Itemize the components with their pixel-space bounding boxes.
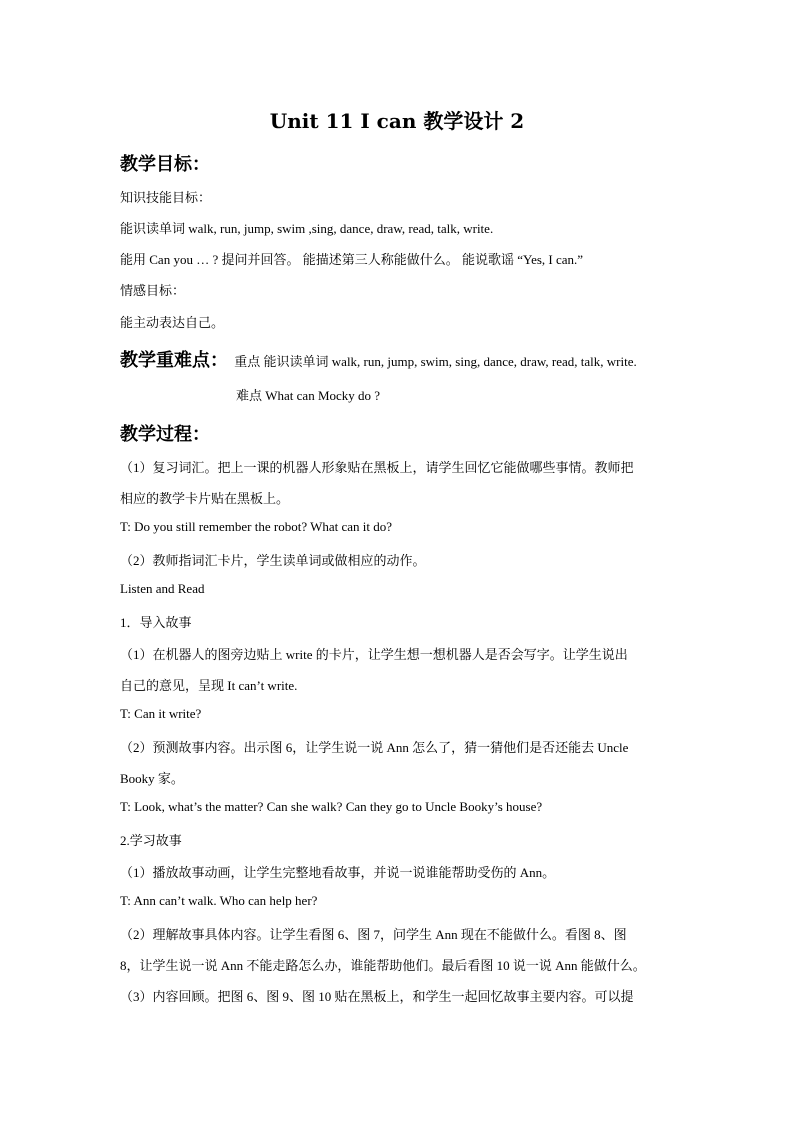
document-title: Unit 11 I can 教学设计 2	[269, 109, 525, 133]
process-line-16: （2）理解故事具体内容。让学生看图 6、图 7，问学生 Ann 现在不能做什么。看图 8、图	[120, 927, 627, 942]
process-line-7: （1）在机器人的图旁边贴上 write 的卡片，让学生想一想机器人是否会写字。让学生说出	[120, 647, 628, 662]
process-line-13: 2.学习故事	[120, 833, 182, 848]
goals-line-3: 能用 Can you … ? 提问并回答。 能描述第三人称能做什么。 能说歌谣 “Yes, I can.”	[120, 252, 584, 267]
goals-line-4: 情感目标：	[120, 283, 186, 298]
goals-line-1: 知识技能目标：	[120, 190, 212, 205]
process-line-5: Listen and Read	[120, 581, 205, 596]
keypoints-heading: 教学重难点：	[120, 350, 228, 371]
keypoints-row	[120, 346, 637, 372]
process-line-15: T: Ann can’t walk. Who can help her?	[120, 893, 318, 908]
process-line-6: 1．导入故事	[120, 615, 192, 630]
goals-line-2: 能识读单词 walk, run, jump, swim ,sing, dance, draw, read, talk, write.	[120, 221, 494, 236]
process-line-1: （1）复习词汇。把上一课的机器人形象贴在黑板上，请学生回忆它能做哪些事情。教师把	[120, 460, 634, 475]
difficult-point-text: 难点 What can Mocky do ?	[236, 388, 381, 403]
process-line-4: （2）教师指词汇卡片，学生读单词或做相应的动作。	[120, 553, 426, 568]
process-line-9: T: Can it write?	[120, 706, 202, 721]
process-line-14: （1）播放故事动画，让学生完整地看故事，并说一说谁能帮助受伤的 Ann。	[120, 865, 556, 880]
goals-heading: 教学目标：	[120, 154, 210, 175]
process-line-10: （2）预测故事内容。出示图 6，让学生说一说 Ann 怎么了，猜一猜他们是否还能去 Uncle	[120, 740, 629, 755]
goals-line-5: 能主动表达自己。	[120, 315, 225, 330]
process-line-11: Booky 家。	[120, 771, 184, 786]
process-line-17: 8，让学生说一说 Ann 不能走路怎么办，谁能帮助他们。最后看图 10 说一说 Ann 能做什么。	[120, 958, 646, 973]
process-line-8: 自己的意见，呈现 It can’t write.	[120, 678, 298, 693]
process-line-18: （3）内容回顾。把图 6、图 9、图 10 贴在黑板上，和学生一起回忆故事主要内容。可以提	[120, 989, 634, 1004]
process-line-3: T: Do you still remember the robot? What can it do?	[120, 519, 393, 534]
process-heading: 教学过程：	[120, 424, 210, 445]
process-line-2: 相应的教学卡片贴在黑板上。	[120, 491, 290, 506]
key-point-text: 重点 能识读单词 walk, run, jump, swim, sing, dance, draw, read, talk, write.	[234, 354, 637, 369]
process-line-12: T: Look, what’s the matter? Can she walk? Can they go to Uncle Booky’s house?	[120, 799, 543, 814]
